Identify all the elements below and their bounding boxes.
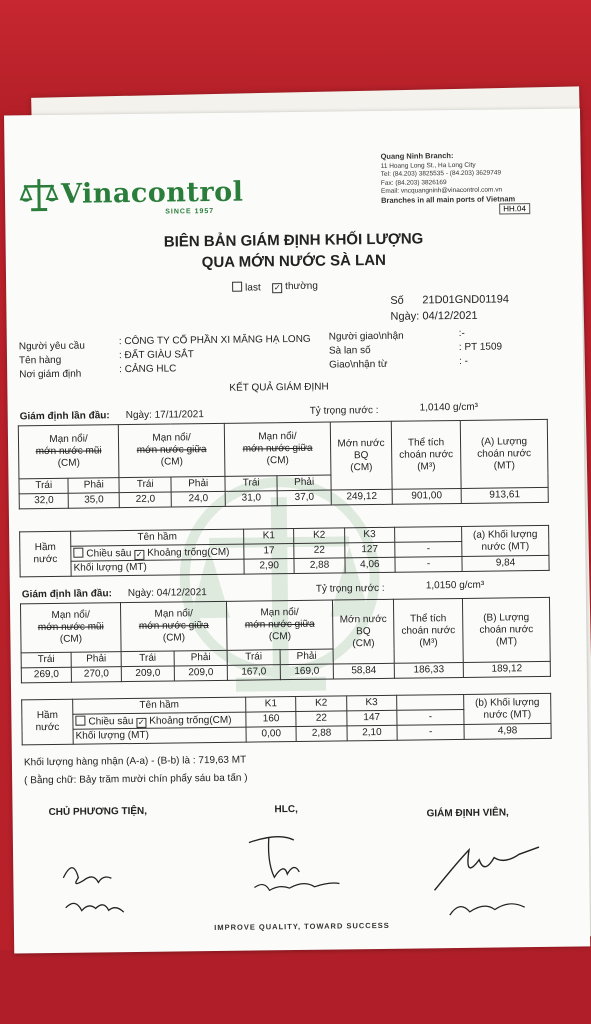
k1-header: K1 <box>246 696 297 712</box>
kl-nuoc-value: 9,84 <box>462 555 549 571</box>
signer-giam-dinh-vien: GIÁM ĐỊNH VIÊN, <box>426 807 509 820</box>
header-bq: Mớn nước BQ (CM) <box>330 421 392 490</box>
vinacontrol-logo-icon <box>19 175 59 215</box>
khoi-luong-row-label: Khối lượng (MT) <box>73 727 246 744</box>
bang-chu: ( Bằng chữ: Bảy trăm mười chín phẩy sáu ba tấn ) <box>24 772 248 787</box>
document-page <box>4 108 590 953</box>
header-luong-choan: (A) Lượng choán nước (MT) <box>460 419 548 488</box>
lan-cuoi-ty-trong-value: 1,0150 g/cm³ <box>425 579 485 592</box>
header-lai: Mạn nổi/ mớn nước giữa (CM) <box>226 600 333 650</box>
lan-dau-ty-trong-value: 1,0140 g/cm³ <box>419 401 479 414</box>
table-cell: 2,10 <box>347 725 398 741</box>
header-giua: Mạn nổi/ mớn nước giữa (CM) <box>121 601 228 651</box>
option-last <box>232 281 261 293</box>
so-value: 21D01GND01194 <box>422 293 510 307</box>
k2-header: K2 <box>294 528 345 544</box>
table-cell: 127 <box>344 542 395 558</box>
last-checkbox[interactable] <box>232 282 242 292</box>
thuong-label: thường <box>285 280 318 293</box>
option-thuong <box>272 281 318 294</box>
signature-middle <box>239 831 360 902</box>
document-title-line2: QUA MỚN NƯỚC SÀ LAN <box>201 251 386 272</box>
ket-qua-heading: KẾT QUẢ GIÁM ĐỊNH <box>229 381 329 394</box>
table-cell: 4,06 <box>345 557 396 573</box>
lan-dau-ty-trong-label: Tỷ trọng nước : <box>309 404 379 417</box>
header-the-tich: Thể tích choán nước (M³) <box>393 598 463 663</box>
brand-since: SINCE 1957 <box>165 207 215 216</box>
branch-line: Branches in all main ports of Vietnam <box>381 193 516 205</box>
lan-dau-label: Giám định lần đầu: <box>19 410 110 423</box>
col-phai: Phải <box>71 652 121 668</box>
nguoi-yeu-cau-label: Người yêu cầu <box>18 340 85 353</box>
last-label: last <box>245 282 261 294</box>
khoi-luong-nhan: Khối lượng hàng nhận (A-a) - (B-b) là : 719,63 MT <box>23 754 247 769</box>
ham-label: Hầm nước <box>22 699 74 745</box>
branch-line: Tel: (84.203) 3825535 - (84.203) 3629749 <box>380 169 502 178</box>
ten-hang-label: Tên hàng <box>18 354 62 367</box>
k2-header: K2 <box>296 696 347 712</box>
table-cell: 0,00 <box>246 726 297 742</box>
table-cell: 22 <box>296 711 347 727</box>
lan-cuoi-label: Giám định lần đầu: <box>21 588 112 601</box>
table-cell: 37,0 <box>277 490 331 506</box>
ngay-label: Ngày: <box>390 310 420 323</box>
table-cell: 169,0 <box>280 664 333 680</box>
nguoi-yeu-cau-value: : CÔNG TY CỔ PHẦN XI MĂNG HẠ LONG <box>118 333 311 348</box>
ten-ham-header: Tên hầm <box>73 697 246 714</box>
table-cell: 186,33 <box>394 662 463 678</box>
lan-dau-table <box>18 419 549 509</box>
footer-slogan: IMPROVE QUALITY, TOWARD SUCCESS <box>214 920 390 933</box>
ten-ham-header: Tên hầm <box>71 529 244 546</box>
table-cell: 147 <box>346 710 397 726</box>
branch-line: 11 Hoang Long St., Ha Long City <box>380 161 476 170</box>
col-phai: Phải <box>277 475 331 491</box>
header-the-tich: Thể tích choán nước (M³) <box>391 420 461 489</box>
k1-header: K1 <box>244 529 295 545</box>
table-cell: 901,00 <box>392 488 461 504</box>
col-phai: Phải <box>171 476 225 492</box>
table-cell: 167,0 <box>227 665 280 681</box>
signer-chu-phuong-tien: CHỦ PHƯƠNG TIỆN, <box>48 805 148 819</box>
signature-left <box>53 852 144 923</box>
kl-nuoc-header: (b) Khối lượng nước (MT) <box>464 693 551 724</box>
table-cell: 32,0 <box>19 493 69 509</box>
background-bottom <box>0 950 591 1024</box>
header-bq: Mớn nước BQ (CM) <box>332 599 394 664</box>
lan-dau-ham-table <box>19 525 550 577</box>
sa-lan-label: Sà lan số <box>328 345 371 357</box>
header-lai: Mạn nổi/ mớn nước giữa (CM) <box>224 422 331 476</box>
so-label: Số <box>390 294 404 307</box>
table-cell: 270,0 <box>71 667 121 683</box>
table-cell: 24,0 <box>171 491 225 507</box>
table-cell: - <box>397 709 464 725</box>
lan-cuoi-ngay: Ngày: 04/12/2021 <box>127 587 207 600</box>
giao-nhan-tu-value: : - <box>458 355 469 367</box>
signer-hlc: HLC, <box>274 803 298 816</box>
header-giua: Mạn nổi/ mớn nước giữa (CM) <box>118 423 225 477</box>
col-phai: Phải <box>280 649 333 665</box>
table-cell: 22,0 <box>119 492 171 508</box>
header-mui: Mạn nổi/ mớn nước mũi (CM) <box>18 425 119 479</box>
branch-info <box>381 151 516 206</box>
blank-header <box>395 526 462 542</box>
table-cell: 22 <box>294 543 345 559</box>
col-trai: Trái <box>227 650 280 666</box>
lan-cuoi-ty-trong-label: Tỷ trọng nước : <box>315 582 385 595</box>
chieu-sau-row-label: Chiều sâu ✓ Khoảng trống(CM) <box>71 544 244 561</box>
col-phai: Phải <box>68 478 119 494</box>
thuong-checkbox[interactable]: ✓ <box>273 283 281 293</box>
lan-dau-ngay: Ngày: 17/11/2021 <box>125 409 204 422</box>
nguoi-giao-nhan-value: :- <box>458 327 465 339</box>
branch-title: Quang Ninh Branch: <box>380 151 454 161</box>
table-cell: 209,0 <box>174 665 227 681</box>
table-cell: - <box>395 541 462 557</box>
col-trai: Trái <box>21 652 71 668</box>
lan-cuoi-ham-table <box>21 693 552 745</box>
col-trai: Trái <box>225 476 277 492</box>
table-cell: 2,88 <box>296 726 347 742</box>
k3-header: K3 <box>346 695 397 711</box>
lan-cuoi-table <box>20 597 551 683</box>
header-mui: Mạn nổi/ mớn nước mũi (CM) <box>20 603 121 653</box>
table-cell: 269,0 <box>21 667 71 683</box>
table-cell: 2,90 <box>244 559 295 575</box>
table-cell: 209,0 <box>121 666 174 682</box>
table-cell: 913,61 <box>461 487 548 503</box>
kl-nuoc-header: (a) Khối lượng nước (MT) <box>462 525 549 556</box>
table-cell: - <box>395 556 462 572</box>
header-luong-choan: (B) Lượng choán nước (MT) <box>462 597 550 662</box>
table-cell: 58,84 <box>333 663 394 679</box>
noi-giam-dinh-value: : CẢNG HLC <box>119 363 177 376</box>
noi-giam-dinh-label: Nơi giám định <box>19 368 82 381</box>
table-cell: 160 <box>246 711 297 727</box>
ngay-value: 04/12/2021 <box>422 309 478 323</box>
document-title-line1: BIÊN BẢN GIÁM ĐỊNH KHỐI LƯỢNG <box>163 230 424 251</box>
col-trai: Trái <box>19 478 69 494</box>
brand-name: Vinacontrol <box>60 176 244 210</box>
blank-header <box>397 694 464 710</box>
branch-line: Fax: (84.203) 3826169 <box>380 178 447 187</box>
k3-header: K3 <box>344 527 395 543</box>
table-cell: 35,0 <box>69 493 120 509</box>
table-cell: 31,0 <box>225 491 277 507</box>
table-cell: 189,12 <box>463 661 550 677</box>
table-cell: - <box>397 724 464 740</box>
giao-nhan-tu-label: Giao\nhận từ <box>329 358 388 371</box>
col-trai: Trái <box>119 477 171 493</box>
chieu-sau-row-label: Chiều sâu ✓ Khoảng trống(CM) <box>73 712 246 729</box>
nguoi-giao-nhan-label: Người giao\nhận <box>328 330 404 343</box>
kl-nuoc-value: 4,98 <box>464 723 551 739</box>
form-code: HH.04 <box>499 203 530 214</box>
col-phai: Phải <box>174 650 227 666</box>
khoi-luong-row-label: Khối lượng (MT) <box>71 559 244 576</box>
ham-label: Hầm nước <box>20 531 72 577</box>
table-cell: 17 <box>244 544 295 560</box>
table-cell: 249,12 <box>331 489 392 505</box>
table-cell: 2,88 <box>294 558 345 574</box>
ten-hang-value: : ĐẤT GIÀU SẮT <box>118 349 194 362</box>
sa-lan-value: : PT 1509 <box>458 341 503 353</box>
signature-right <box>429 829 550 920</box>
col-trai: Trái <box>121 651 174 667</box>
branch-line: Email: vncquangninh@vinacontrol.com.vn <box>380 186 503 195</box>
